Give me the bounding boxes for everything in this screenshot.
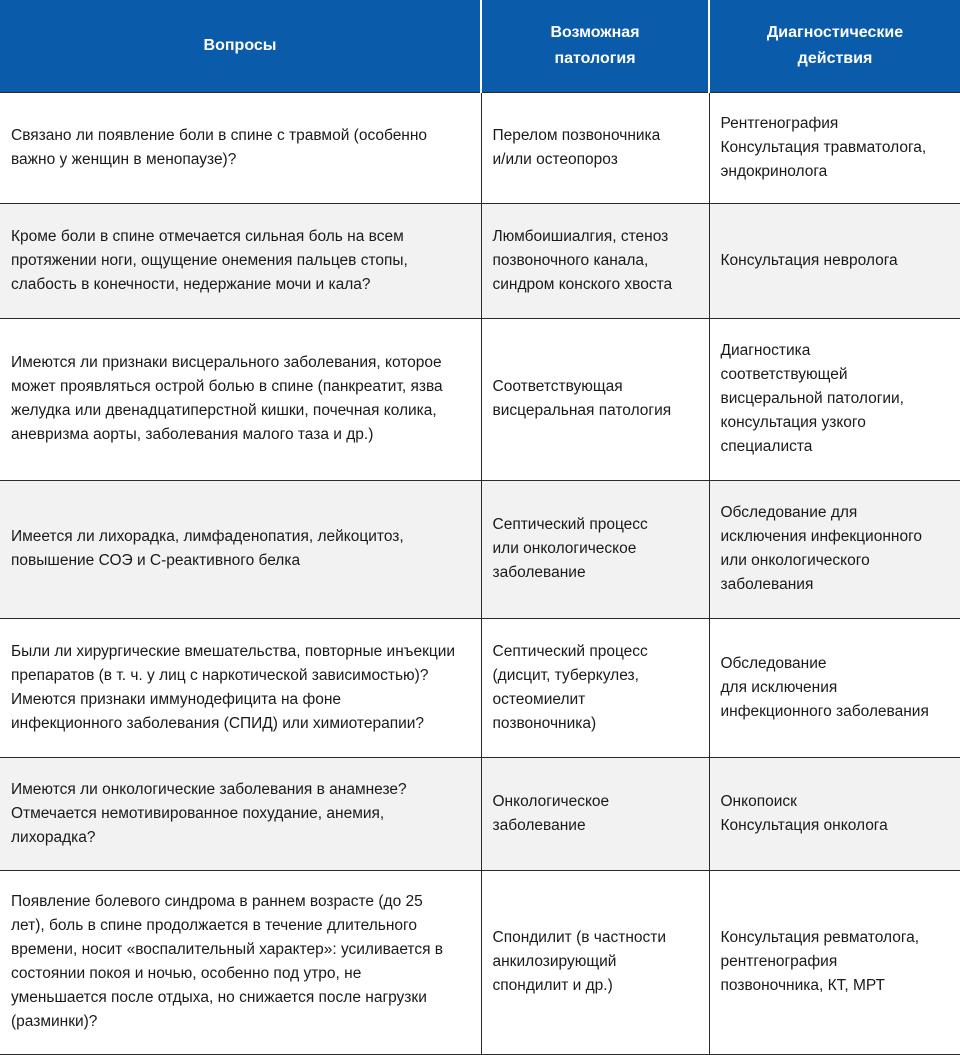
table-body [0, 92, 960, 1054]
pathology-cell: Септический процесс или онкологическое заболевание [481, 480, 709, 618]
action-cell: Обследование для исключения инфекционного заболевания [709, 618, 960, 757]
action-cell: Обследование для исключения инфекционного или онкологического заболевания [709, 480, 960, 618]
action-cell: Онкопоиск Консультация онколога [709, 757, 960, 870]
question-cell: Имеются ли онкологические заболевания в анамнезе? Отмечается немотивированное похудание, анемия, лихорадка? [0, 757, 481, 870]
question-cell: Связано ли появление боли в спине с травмой (особенно важно у женщин в менопаузе)? [0, 92, 481, 203]
table-row [0, 870, 960, 1054]
pathology-cell: Септический процесс (дисцит, туберкулез, остеомиелит позвоночника) [481, 618, 709, 757]
table-header [0, 0, 960, 92]
table-row [0, 480, 960, 618]
question-cell: Имеются ли признаки висцерального заболевания, которое может проявляться острой болью в спине (панкреатит, язва желудка или двенадцатиперстной кишки, почечная колика, аневризма аорты, заболевания малого таза и др.) [0, 318, 481, 480]
pathology-cell: Люмбоишиалгия, стеноз позвоночного канала, синдром конского хвоста [481, 203, 709, 318]
header-actions: Диагностические действия [709, 0, 960, 92]
question-cell: Кроме боли в спине отмечается сильная боль на всем протяжении ноги, ощущение онемения пальцев стопы, слабость в конечности, недержание мочи и кала? [0, 203, 481, 318]
header-pathology: Возможная патология [481, 0, 709, 92]
pathology-cell: Перелом позвоночника и/или остеопороз [481, 92, 709, 203]
action-cell: Диагностика соответствующей висцеральной патологии, консультация узкого специалиста [709, 318, 960, 480]
table-row [0, 618, 960, 757]
question-cell: Имеется ли лихорадка, лимфаденопатия, лейкоцитоз, повышение СОЭ и С-реактивного белка [0, 480, 481, 618]
pathology-cell: Соответствующая висцеральная патология [481, 318, 709, 480]
table-row [0, 318, 960, 480]
table-row [0, 92, 960, 203]
pathology-cell: Онкологическое заболевание [481, 757, 709, 870]
action-cell: Консультация ревматолога, рентгенография позвоночника, КТ, МРТ [709, 870, 960, 1054]
table-row [0, 203, 960, 318]
action-cell: Консультация невролога [709, 203, 960, 318]
action-cell: Рентгенография Консультация травматолога, эндокринолога [709, 92, 960, 203]
question-cell: Были ли хирургические вмешательства, повторные инъекции препаратов (в т. ч. у лиц с наркотической зависимостью)? Имеются признаки иммунодефицита на фоне инфекционного заболевания (СПИД) или химиотерапии? [0, 618, 481, 757]
question-cell: Появление болевого синдрома в раннем возрасте (до 25 лет), боль в спине продолжается в течение длительного времени, носит «воспалительный характер»: усиливается в состоянии покоя и ночью, особенно под утро, не уменьшается после отдыха, но снижается после нагрузки (разминки)? [0, 870, 481, 1054]
table-row [0, 757, 960, 870]
pathology-cell: Спондилит (в частности анкилозирующий спондилит и др.) [481, 870, 709, 1054]
header-questions: Вопросы [0, 0, 481, 92]
header-row [0, 0, 960, 92]
